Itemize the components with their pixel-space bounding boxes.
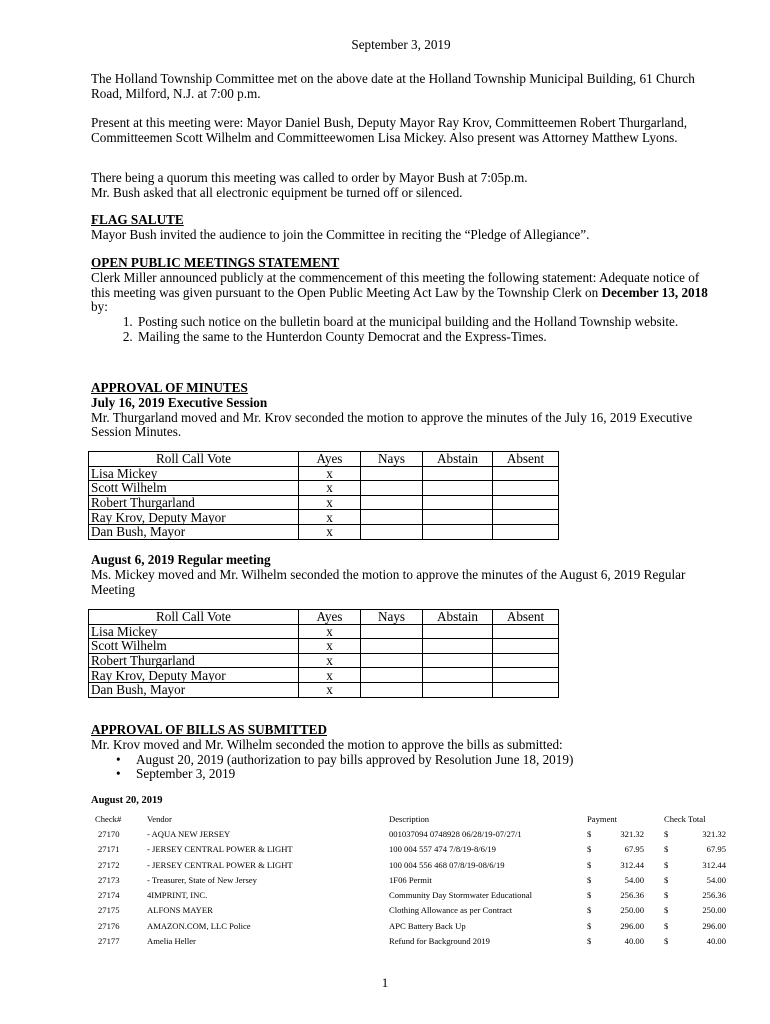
payment-amount: 40.00 bbox=[624, 936, 644, 947]
check-number: 27170 bbox=[98, 828, 120, 839]
member-name: Scott Wilhelm bbox=[89, 481, 299, 496]
vendor-name: - AQUA NEW JERSEY bbox=[147, 828, 231, 839]
check-number: 27173 bbox=[98, 874, 120, 885]
absent-cell bbox=[493, 510, 559, 525]
bill-row bbox=[91, 872, 726, 887]
bill-row bbox=[91, 903, 726, 918]
exec-session-title: July 16, 2019 Executive Session bbox=[91, 394, 268, 410]
nays-cell bbox=[361, 510, 423, 525]
present-paragraph: Present at this meeting were: Mayor Daniel Bush, Deputy Mayor Ray Krov, Committeemen Robert Thurgarland, Committeemen Scott Wilhelm and Committeewomen Lisa Mickey. Also present was Attorney Matthew Lyons. bbox=[91, 115, 687, 145]
member-name: Robert Thurgarland bbox=[89, 653, 299, 668]
vendor-name: - JERSEY CENTRAL POWER & LIGHT bbox=[147, 844, 293, 855]
minutes-section bbox=[91, 381, 711, 440]
nays-cell bbox=[361, 481, 423, 496]
absent-cell bbox=[493, 624, 559, 639]
table-row bbox=[89, 624, 559, 639]
abstain-cell bbox=[423, 653, 493, 668]
quorum-paragraph bbox=[91, 171, 711, 201]
bill-row bbox=[91, 918, 726, 933]
opma-notice-item: 1. Posting such notice on the bulletin board at the municipal building and the Holland Township website. bbox=[136, 315, 711, 330]
member-name: Scott Wilhelm bbox=[89, 639, 299, 654]
bill-description: Refund for Background 2019 bbox=[389, 936, 490, 947]
bill-description: Community Day Stormwater Educational bbox=[389, 890, 532, 901]
abstain-cell bbox=[423, 624, 493, 639]
ayes-cell: x bbox=[299, 495, 361, 510]
absent-cell bbox=[493, 639, 559, 654]
table-row bbox=[89, 653, 559, 668]
regular-meeting-title: August 6, 2019 Regular meeting bbox=[91, 552, 271, 567]
column-header: Payment bbox=[587, 813, 618, 824]
nays-cell bbox=[361, 653, 423, 668]
date-header: September 3, 2019 bbox=[351, 37, 451, 52]
ayes-cell: x bbox=[299, 524, 361, 539]
exec-roll-call-body bbox=[89, 466, 559, 539]
check-number: 27174 bbox=[98, 890, 120, 901]
table-row bbox=[89, 668, 559, 683]
nays-cell bbox=[361, 524, 423, 539]
column-header: Absent bbox=[493, 610, 559, 625]
intro-paragraph: The Holland Township Committee met on the above date at the Holland Township Municipal Building, 61 Church Road, Milford, N.J. at 7:00 p.m. bbox=[91, 71, 695, 101]
ayes-cell: x bbox=[299, 668, 361, 683]
payment-amount: 321.32 bbox=[620, 828, 644, 839]
bill-row bbox=[91, 842, 726, 857]
payment-amount: 312.44 bbox=[620, 859, 644, 870]
table-row bbox=[89, 639, 559, 654]
vendor-name: - Treasurer, State of New Jersey bbox=[147, 874, 257, 885]
currency-symbol: $ bbox=[587, 920, 592, 931]
ayes-cell: x bbox=[299, 682, 361, 697]
check-number: 27175 bbox=[98, 905, 120, 916]
absent-cell bbox=[493, 653, 559, 668]
ayes-cell: x bbox=[299, 481, 361, 496]
bill-row bbox=[91, 933, 726, 948]
check-number: 27172 bbox=[98, 859, 120, 870]
currency-symbol: $ bbox=[664, 936, 669, 947]
table-row bbox=[89, 495, 559, 510]
payment-amount: 54.00 bbox=[624, 874, 644, 885]
column-header: Abstain bbox=[423, 452, 493, 467]
currency-symbol: $ bbox=[664, 905, 669, 916]
member-name: Lisa Mickey bbox=[89, 466, 299, 481]
absent-cell bbox=[493, 524, 559, 539]
check-total: 250.00 bbox=[702, 905, 726, 916]
currency-symbol: $ bbox=[664, 828, 669, 839]
payment-amount: 67.95 bbox=[624, 844, 644, 855]
currency-symbol: $ bbox=[664, 859, 669, 870]
currency-symbol: $ bbox=[664, 874, 669, 885]
bills-table bbox=[91, 811, 726, 949]
opma-notice-item: 2. Mailing the same to the Hunterdon County Democrat and the Express-Times. bbox=[136, 330, 711, 345]
abstain-cell bbox=[423, 682, 493, 697]
vendor-name: AMAZON.COM, LLC Police bbox=[147, 920, 251, 931]
member-name: Lisa Mickey bbox=[89, 624, 299, 639]
opma-section bbox=[91, 256, 711, 345]
check-number: 27176 bbox=[98, 920, 120, 931]
check-number: 27177 bbox=[98, 936, 120, 947]
abstain-cell bbox=[423, 481, 493, 496]
nays-cell bbox=[361, 624, 423, 639]
page-number: 1 bbox=[381, 975, 389, 990]
regular-roll-call-table bbox=[88, 609, 559, 698]
payment-amount: 250.00 bbox=[620, 905, 644, 916]
check-total: 256.36 bbox=[702, 890, 726, 901]
absent-cell bbox=[493, 682, 559, 697]
check-total: 67.95 bbox=[706, 844, 726, 855]
bill-row bbox=[91, 887, 726, 902]
member-name: Dan Bush, Mayor bbox=[89, 524, 299, 539]
nays-cell bbox=[361, 682, 423, 697]
opma-notice-date: December 13, 2018 bbox=[601, 284, 708, 300]
absent-cell bbox=[493, 668, 559, 683]
bills-motion: Mr. Krov moved and Mr. Wilhelm seconded the motion to approve the bills as submitted: bbox=[91, 736, 563, 752]
column-header: Abstain bbox=[423, 610, 493, 625]
quorum-line-1: There being a quorum this meeting was called to order by Mayor Bush at 7:05p.m. bbox=[91, 170, 528, 185]
abstain-cell bbox=[423, 524, 493, 539]
column-header: Nays bbox=[361, 610, 423, 625]
nays-cell bbox=[361, 668, 423, 683]
check-total: 54.00 bbox=[706, 874, 726, 885]
absent-cell bbox=[493, 466, 559, 481]
column-header: Description bbox=[389, 813, 430, 824]
table-row bbox=[89, 510, 559, 525]
regular-meeting-block bbox=[91, 553, 711, 597]
minutes-heading: APPROVAL OF MINUTES bbox=[91, 380, 248, 395]
opma-heading: OPEN PUBLIC MEETINGS STATEMENT bbox=[91, 255, 340, 270]
ayes-cell: x bbox=[299, 466, 361, 481]
currency-symbol: $ bbox=[664, 890, 669, 901]
ayes-cell: x bbox=[299, 624, 361, 639]
bill-description: Clothing Allowance as per Contract bbox=[389, 905, 513, 916]
ayes-cell: x bbox=[299, 510, 361, 525]
vendor-name: 4IMPRINT, INC. bbox=[147, 890, 208, 901]
abstain-cell bbox=[423, 668, 493, 683]
column-header: Absent bbox=[493, 452, 559, 467]
bill-description: 001037094 0748928 06/28/19-07/27/1 bbox=[389, 828, 522, 839]
abstain-cell bbox=[423, 639, 493, 654]
nays-cell bbox=[361, 495, 423, 510]
member-name: Ray Krov, Deputy Mayor bbox=[89, 668, 299, 683]
column-header: Vendor bbox=[147, 813, 172, 824]
table-row bbox=[89, 524, 559, 539]
column-header: Ayes bbox=[299, 610, 361, 625]
check-total: 312.44 bbox=[702, 859, 726, 870]
column-header: Roll Call Vote bbox=[89, 452, 299, 467]
bills-date-item: • September 3, 2019 bbox=[136, 767, 711, 782]
currency-symbol: $ bbox=[587, 890, 592, 901]
table-row bbox=[89, 481, 559, 496]
ayes-cell: x bbox=[299, 639, 361, 654]
currency-symbol: $ bbox=[587, 874, 592, 885]
currency-symbol: $ bbox=[664, 844, 669, 855]
currency-symbol: $ bbox=[587, 905, 592, 916]
bills-list-date: August 20, 2019 bbox=[91, 795, 163, 806]
abstain-cell bbox=[423, 466, 493, 481]
bills-date-item: • August 20, 2019 (authorization to pay bills approved by Resolution June 18, 2019) bbox=[136, 753, 711, 768]
bills-table-body bbox=[91, 826, 726, 948]
check-total: 40.00 bbox=[706, 936, 726, 947]
column-header: Nays bbox=[361, 452, 423, 467]
flag-salute-text: Mayor Bush invited the audience to join the Committee in reciting the “Pledge of Allegiance”. bbox=[91, 226, 590, 242]
bill-description: APC Battery Back Up bbox=[389, 920, 466, 931]
absent-cell bbox=[493, 495, 559, 510]
bill-row bbox=[91, 826, 726, 841]
currency-symbol: $ bbox=[587, 859, 592, 870]
opma-notice-list bbox=[91, 315, 711, 345]
bill-description: 1F06 Permit bbox=[389, 874, 432, 885]
bills-section bbox=[91, 723, 711, 782]
check-number: 27171 bbox=[98, 844, 120, 855]
payment-amount: 256.36 bbox=[620, 890, 644, 901]
ayes-cell: x bbox=[299, 653, 361, 668]
member-name: Robert Thurgarland bbox=[89, 495, 299, 510]
column-header: Check# bbox=[95, 813, 122, 824]
opma-text-part2: by: bbox=[91, 299, 108, 315]
absent-cell bbox=[493, 481, 559, 496]
payment-amount: 296.00 bbox=[620, 920, 644, 931]
abstain-cell bbox=[423, 510, 493, 525]
nays-cell bbox=[361, 466, 423, 481]
currency-symbol: $ bbox=[587, 936, 592, 947]
quorum-line-2: Mr. Bush asked that all electronic equipment be turned off or silenced. bbox=[91, 184, 463, 200]
nays-cell bbox=[361, 639, 423, 654]
opma-text-part1: Clerk Miller announced publicly at the commencement of this meeting the following statement: Adequate notice of this meeting was given pursuant to the Open Public Meeting Act Law by the Township Clerk on bbox=[91, 269, 700, 300]
currency-symbol: $ bbox=[587, 844, 592, 855]
bill-description: 100 004 556 468 07/8/19-08/6/19 bbox=[389, 859, 505, 870]
exec-roll-call-table bbox=[88, 451, 559, 540]
abstain-cell bbox=[423, 495, 493, 510]
column-header: Roll Call Vote bbox=[89, 610, 299, 625]
vendor-name: - JERSEY CENTRAL POWER & LIGHT bbox=[147, 859, 293, 870]
bill-description: 100 004 557 474 7/8/19-8/6/19 bbox=[389, 844, 496, 855]
bill-row bbox=[91, 857, 726, 872]
bills-header-row bbox=[91, 811, 726, 826]
table-row bbox=[89, 682, 559, 697]
currency-symbol: $ bbox=[587, 828, 592, 839]
column-header: Ayes bbox=[299, 452, 361, 467]
table-header-row bbox=[89, 452, 559, 467]
currency-symbol: $ bbox=[664, 920, 669, 931]
table-row bbox=[89, 466, 559, 481]
member-name: Ray Krov, Deputy Mayor bbox=[89, 510, 299, 525]
flag-salute-heading: FLAG SALUTE bbox=[91, 212, 184, 227]
column-header: Check Total bbox=[664, 813, 706, 824]
flag-salute-section bbox=[91, 213, 711, 243]
opma-text bbox=[91, 271, 711, 315]
vendor-name: Amelia Heller bbox=[147, 936, 196, 947]
bills-heading: APPROVAL OF BILLS AS SUBMITTED bbox=[91, 722, 327, 737]
check-total: 296.00 bbox=[702, 920, 726, 931]
table-header-row bbox=[89, 610, 559, 625]
check-total: 321.32 bbox=[702, 828, 726, 839]
vendor-name: ALFONS MAYER bbox=[147, 905, 213, 916]
exec-session-motion: Mr. Thurgarland moved and Mr. Krov seconded the motion to approve the minutes of the July 16, 2019 Executive Session Minutes. bbox=[91, 409, 693, 440]
regular-meeting-motion: Ms. Mickey moved and Mr. Wilhelm seconded the motion to approve the minutes of the August 6, 2019 Regular Meeting bbox=[91, 566, 686, 597]
regular-roll-call-body bbox=[89, 624, 559, 697]
bills-date-list bbox=[91, 753, 711, 783]
member-name: Dan Bush, Mayor bbox=[89, 682, 299, 697]
